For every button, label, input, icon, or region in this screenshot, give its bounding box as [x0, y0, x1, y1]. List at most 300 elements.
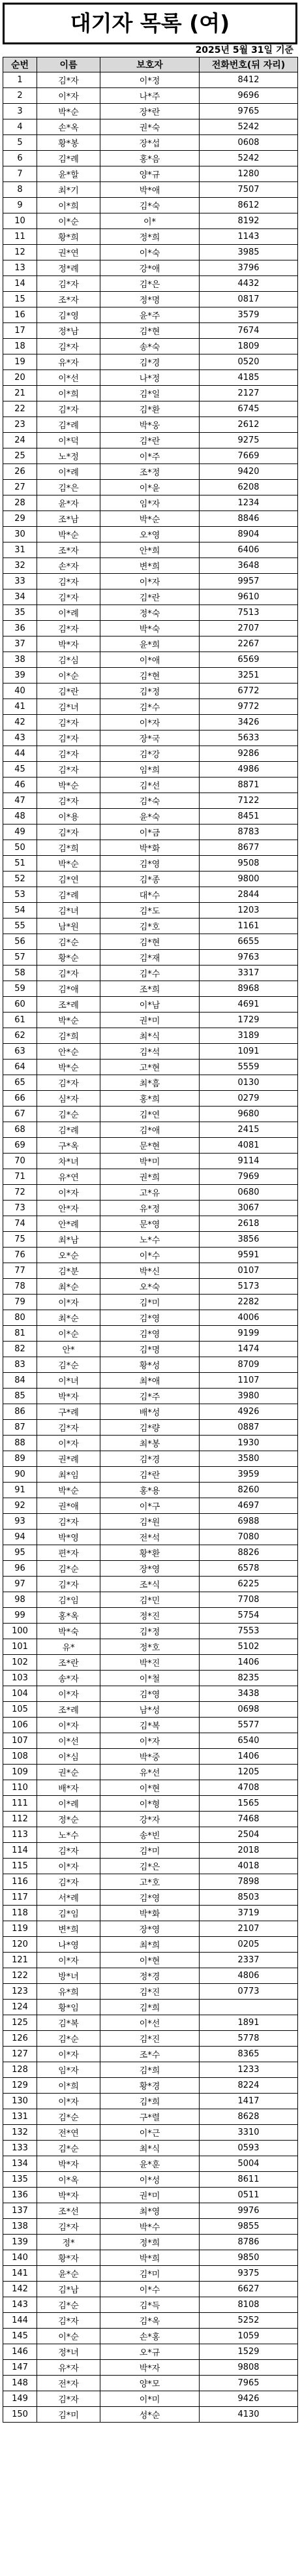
cell-name: 김*자	[37, 966, 100, 981]
cell-guardian: 김*환	[100, 401, 200, 417]
cell-name: 이*자	[37, 1436, 100, 1451]
cell-name: 김*자	[37, 2391, 100, 2407]
cell-guardian: 최*희	[100, 1937, 200, 1953]
cell-number: 60	[3, 997, 37, 1013]
cell-phone: 9850	[200, 2250, 298, 2266]
cell-phone: 8503	[200, 1890, 298, 1906]
cell-name: 김*녀	[37, 699, 100, 715]
cell-name: 정*녀	[37, 2344, 100, 2360]
cell-guardian: 이*	[100, 213, 200, 229]
cell-phone	[200, 2000, 298, 2015]
cell-guardian: 김*진	[100, 2031, 200, 2047]
table-row	[3, 1702, 298, 1718]
cell-phone: 7708	[200, 1592, 298, 1608]
table-row	[3, 1154, 298, 1169]
cell-guardian: 고*호	[100, 1874, 200, 1890]
table-row	[3, 2282, 298, 2297]
cell-phone: 1729	[200, 1013, 298, 1028]
cell-number: 148	[3, 2376, 37, 2391]
table-row	[3, 72, 298, 88]
cell-name: 김*자	[37, 1420, 100, 1436]
cell-name: 안*	[37, 1342, 100, 1357]
cell-guardian: 김*종	[100, 872, 200, 887]
cell-number: 136	[3, 2188, 37, 2203]
cell-name: 변*희	[37, 1921, 100, 1937]
table-row	[3, 1859, 298, 1874]
cell-number: 24	[3, 433, 37, 448]
table-row	[3, 558, 298, 574]
cell-phone: 3317	[200, 966, 298, 981]
cell-number: 110	[3, 1780, 37, 1796]
cell-number: 57	[3, 950, 37, 966]
cell-phone: 8611	[200, 2172, 298, 2188]
cell-number: 59	[3, 981, 37, 997]
cell-guardian: 김*란	[100, 1467, 200, 1483]
cell-name: 황*순	[37, 950, 100, 966]
cell-phone: 8108	[200, 2297, 298, 2313]
cell-guardian: 이*주	[100, 448, 200, 464]
table-row	[3, 730, 298, 746]
table-row	[3, 1326, 298, 1342]
cell-guardian: 김*은	[100, 276, 200, 292]
cell-number: 85	[3, 1389, 37, 1404]
cell-number: 25	[3, 448, 37, 464]
cell-phone: 6540	[200, 1733, 298, 1749]
cell-name: 김*자	[37, 574, 100, 589]
cell-name: 조*례	[37, 1702, 100, 1718]
cell-name: 박*순	[37, 778, 100, 793]
cell-number: 149	[3, 2391, 37, 2407]
cell-name: 남*원	[37, 919, 100, 934]
table-row	[3, 1765, 298, 1780]
cell-guardian: 이*구	[100, 1498, 200, 1514]
cell-number: 29	[3, 511, 37, 527]
cell-guardian: 황*성	[100, 1357, 200, 1373]
table-row	[3, 1107, 298, 1122]
cell-phone: 3580	[200, 1451, 298, 1467]
cell-number: 134	[3, 2156, 37, 2172]
table-row	[3, 809, 298, 825]
cell-phone: 5577	[200, 1718, 298, 1733]
cell-phone: 4432	[200, 276, 298, 292]
cell-number: 77	[3, 1263, 37, 1279]
table-row	[3, 1075, 298, 1091]
cell-number: 50	[3, 840, 37, 856]
table-row	[3, 1013, 298, 1028]
cell-phone: 1203	[200, 903, 298, 919]
cell-phone: 6578	[200, 1561, 298, 1577]
table-row	[3, 589, 298, 605]
cell-phone: 2844	[200, 887, 298, 903]
cell-number: 93	[3, 1514, 37, 1530]
cell-name: 김*례	[37, 887, 100, 903]
cell-guardian: 김*연	[100, 1107, 200, 1122]
cell-phone: 9114	[200, 1154, 298, 1169]
cell-name: 김*순	[37, 1357, 100, 1373]
cell-name: 이*자	[37, 1953, 100, 1968]
cell-name: 김*자	[37, 589, 100, 605]
table-row	[3, 1812, 298, 1827]
cell-phone: 3985	[200, 245, 298, 260]
table-row	[3, 668, 298, 683]
cell-phone: 3310	[200, 2125, 298, 2141]
cell-name: 박*자	[37, 1389, 100, 1404]
cell-name: 김*자	[37, 1514, 100, 1530]
cell-number: 143	[3, 2297, 37, 2313]
cell-name: 김*복	[37, 2015, 100, 2031]
cell-name: 유*연	[37, 1169, 100, 1185]
cell-phone: 9610	[200, 589, 298, 605]
table-row	[3, 2015, 298, 2031]
table-row	[3, 1467, 298, 1483]
cell-number: 18	[3, 339, 37, 354]
cell-guardian: 권*희	[100, 1169, 200, 1185]
table-row	[3, 574, 298, 589]
cell-guardian: 이*윤	[100, 480, 200, 495]
cell-phone: 5559	[200, 1060, 298, 1075]
cell-name: 이*자	[37, 1718, 100, 1733]
table-row	[3, 1263, 298, 1279]
cell-name: 박*자	[37, 2156, 100, 2172]
cell-guardian: 정*희	[100, 2235, 200, 2250]
cell-guardian: 최*흠	[100, 1075, 200, 1091]
cell-number: 131	[3, 2109, 37, 2125]
cell-phone: 7669	[200, 448, 298, 464]
cell-guardian: 고*유	[100, 1185, 200, 1201]
cell-phone: 9199	[200, 1326, 298, 1342]
table-row	[3, 213, 298, 229]
table-row	[3, 1295, 298, 1310]
cell-number: 53	[3, 887, 37, 903]
cell-guardian: 이*현	[100, 1780, 200, 1796]
cell-number: 90	[3, 1467, 37, 1483]
table-row	[3, 1060, 298, 1075]
cell-name: 이*심	[37, 1749, 100, 1765]
cell-guardian: 최*식	[100, 1028, 200, 1044]
cell-phone: 6627	[200, 2282, 298, 2297]
cell-number: 70	[3, 1154, 37, 1169]
cell-phone: 2267	[200, 636, 298, 652]
cell-number: 123	[3, 1984, 37, 2000]
header-number: 순번	[3, 57, 37, 72]
cell-phone: 1565	[200, 1796, 298, 1812]
cell-number: 15	[3, 292, 37, 307]
cell-number: 76	[3, 1248, 37, 1263]
table-row	[3, 1921, 298, 1937]
cell-guardian: 김*현	[100, 323, 200, 339]
cell-number: 68	[3, 1122, 37, 1138]
cell-phone: 0511	[200, 2188, 298, 2203]
cell-phone: 8412	[200, 72, 298, 88]
table-row	[3, 2250, 298, 2266]
cell-number: 137	[3, 2203, 37, 2219]
cell-name: 최*기	[37, 182, 100, 198]
cell-guardian: 김*희	[100, 2000, 200, 2015]
cell-name: 이*희	[37, 2078, 100, 2094]
cell-number: 116	[3, 1874, 37, 1890]
cell-guardian: 김*란	[100, 589, 200, 605]
cell-phone: 6208	[200, 480, 298, 495]
cell-phone: 1809	[200, 339, 298, 354]
cell-phone: 6772	[200, 683, 298, 699]
cell-phone: 1930	[200, 1436, 298, 1451]
cell-guardian: 조*식	[100, 1577, 200, 1592]
table-row	[3, 2203, 298, 2219]
cell-phone: 6655	[200, 934, 298, 950]
cell-name: 유*자	[37, 2360, 100, 2376]
cell-number: 3	[3, 104, 37, 119]
table-row	[3, 542, 298, 558]
cell-name: 김*례	[37, 417, 100, 433]
cell-phone: 7468	[200, 1812, 298, 1827]
cell-name: 이*순	[37, 213, 100, 229]
cell-number: 145	[3, 2329, 37, 2344]
table-row	[3, 2188, 298, 2203]
cell-guardian: 전*석	[100, 1530, 200, 1545]
cell-number: 56	[3, 934, 37, 950]
cell-number: 130	[3, 2094, 37, 2109]
cell-phone: 1143	[200, 229, 298, 245]
cell-number: 55	[3, 919, 37, 934]
document-title: 대기자 목록 (여)	[3, 3, 297, 44]
cell-guardian: 윤*훈	[100, 2156, 200, 2172]
table-row	[3, 762, 298, 778]
cell-guardian: 정*경	[100, 1968, 200, 1984]
cell-name: 윤*자	[37, 495, 100, 511]
table-row	[3, 699, 298, 715]
cell-guardian: 홍*희	[100, 1091, 200, 1107]
table-row	[3, 1577, 298, 1592]
cell-number: 63	[3, 1044, 37, 1060]
table-row	[3, 2297, 298, 2313]
cell-name: 김*순	[37, 2297, 100, 2313]
cell-phone: 5778	[200, 2031, 298, 2047]
cell-number: 23	[3, 417, 37, 433]
table-row	[3, 840, 298, 856]
cell-name: 김*연	[37, 872, 100, 887]
cell-phone: 7080	[200, 1530, 298, 1545]
cell-number: 17	[3, 323, 37, 339]
cell-number: 46	[3, 778, 37, 793]
cell-number: 128	[3, 2062, 37, 2078]
table-row	[3, 2219, 298, 2235]
cell-number: 71	[3, 1169, 37, 1185]
cell-number: 26	[3, 464, 37, 480]
cell-guardian: 김*은	[100, 1859, 200, 1874]
table-row	[3, 1906, 298, 1921]
cell-name: 구*옥	[37, 1138, 100, 1154]
cell-number: 114	[3, 1843, 37, 1859]
table-row	[3, 245, 298, 260]
table-row	[3, 2000, 298, 2015]
table-row	[3, 1498, 298, 1514]
cell-number: 89	[3, 1451, 37, 1467]
table-row	[3, 1357, 298, 1373]
cell-name: 이*옥	[37, 2172, 100, 2188]
cell-phone: 0130	[200, 1075, 298, 1091]
cell-name: 최*순	[37, 1310, 100, 1326]
cell-guardian: 안*희	[100, 542, 200, 558]
cell-guardian: 손*홍	[100, 2329, 200, 2344]
cell-number: 140	[3, 2250, 37, 2266]
table-row	[3, 2141, 298, 2156]
cell-phone: 3579	[200, 307, 298, 323]
cell-name: 이*순	[37, 2329, 100, 2344]
table-row	[3, 448, 298, 464]
cell-name: 이*선	[37, 370, 100, 386]
table-row	[3, 323, 298, 339]
cell-guardian: 정*명	[100, 292, 200, 307]
cell-phone: 5633	[200, 730, 298, 746]
cell-number: 104	[3, 1686, 37, 1702]
table-row	[3, 1827, 298, 1843]
cell-guardian: 이*형	[100, 1796, 200, 1812]
cell-name: 이*녀	[37, 1373, 100, 1389]
cell-number: 41	[3, 699, 37, 715]
cell-number: 12	[3, 245, 37, 260]
cell-number: 36	[3, 621, 37, 636]
table-row	[3, 1624, 298, 1639]
cell-name: 나*영	[37, 1937, 100, 1953]
cell-phone: 9375	[200, 2266, 298, 2282]
cell-phone: 7553	[200, 1624, 298, 1639]
cell-name: 김*녀	[37, 903, 100, 919]
cell-name: 윤*할	[37, 166, 100, 182]
cell-number: 115	[3, 1859, 37, 1874]
cell-guardian: 김*영	[100, 856, 200, 872]
table-row	[3, 1232, 298, 1248]
cell-phone: 9808	[200, 2360, 298, 2376]
cell-name: 유*자	[37, 354, 100, 370]
cell-number: 9	[3, 198, 37, 213]
cell-number: 111	[3, 1796, 37, 1812]
cell-name: 황*희	[37, 229, 100, 245]
cell-phone: 1529	[200, 2344, 298, 2360]
cell-number: 2	[3, 88, 37, 104]
cell-name: 방*녀	[37, 1968, 100, 1984]
cell-number: 7	[3, 166, 37, 182]
cell-number: 64	[3, 1060, 37, 1075]
table-row	[3, 2391, 298, 2407]
cell-guardian: 박*자	[100, 2360, 200, 2376]
cell-phone: 9508	[200, 856, 298, 872]
table-row	[3, 2376, 298, 2391]
cell-name: 이*순	[37, 1326, 100, 1342]
cell-guardian: 박*진	[100, 1655, 200, 1671]
cell-number: 96	[3, 1561, 37, 1577]
cell-guardian: 김*옥	[100, 2313, 200, 2329]
cell-name: 김*심	[37, 652, 100, 668]
cell-guardian: 박*화	[100, 1906, 200, 1921]
header-phone: 전화번호(뒤 자리)	[200, 57, 298, 72]
cell-number: 113	[3, 1827, 37, 1843]
table-row	[3, 151, 298, 166]
cell-name: 안*례	[37, 1216, 100, 1232]
cell-name: 정*례	[37, 260, 100, 276]
cell-guardian: 오*숙	[100, 1279, 200, 1295]
table-row	[3, 433, 298, 448]
cell-name: 조*남	[37, 511, 100, 527]
cell-name: 이*자	[37, 1295, 100, 1310]
table-row	[3, 1874, 298, 1890]
cell-name: 김*순	[37, 1107, 100, 1122]
cell-name: 권*순	[37, 1765, 100, 1780]
cell-phone: 8677	[200, 840, 298, 856]
cell-number: 141	[3, 2266, 37, 2282]
cell-name: 황*봉	[37, 135, 100, 151]
cell-number: 11	[3, 229, 37, 245]
cell-name: 정*순	[37, 1812, 100, 1827]
cell-guardian: 박*수	[100, 2219, 200, 2235]
table-row	[3, 1169, 298, 1185]
cell-name: 박*순	[37, 1483, 100, 1498]
cell-name: 김*은	[37, 480, 100, 495]
cell-number: 33	[3, 574, 37, 589]
cell-phone: 8365	[200, 2047, 298, 2062]
cell-name: 김*미	[37, 2407, 100, 2423]
cell-number: 82	[3, 1342, 37, 1357]
date-label: 2025년 5월 31일 기준	[195, 45, 293, 55]
cell-name: 조*자	[37, 542, 100, 558]
cell-name: 임*자	[37, 2062, 100, 2078]
table-row	[3, 652, 298, 668]
cell-name: 윤*순	[37, 2266, 100, 2282]
cell-name: 송*자	[37, 1671, 100, 1686]
cell-phone: 2612	[200, 417, 298, 433]
table-row	[3, 1138, 298, 1154]
cell-guardian: 장*국	[100, 730, 200, 746]
cell-phone: 1233	[200, 2062, 298, 2078]
cell-guardian: 김*도	[100, 903, 200, 919]
table-row	[3, 2329, 298, 2344]
table-row	[3, 260, 298, 276]
cell-name: 김*자	[37, 2219, 100, 2235]
cell-phone: 4691	[200, 997, 298, 1013]
cell-number: 100	[3, 1624, 37, 1639]
table-row	[3, 1028, 298, 1044]
table-row	[3, 464, 298, 480]
table-row	[3, 621, 298, 636]
cell-name: 김*순	[37, 1561, 100, 1577]
cell-guardian: 유*선	[100, 1765, 200, 1780]
table-row	[3, 2360, 298, 2376]
cell-phone: 7507	[200, 182, 298, 198]
cell-phone: 2504	[200, 1827, 298, 1843]
cell-name: 김*순	[37, 2031, 100, 2047]
table-row	[3, 934, 298, 950]
cell-guardian: 김*선	[100, 778, 200, 793]
cell-number: 39	[3, 668, 37, 683]
cell-guardian: 이*수	[100, 1248, 200, 1263]
cell-name: 노*수	[37, 1827, 100, 1843]
cell-guardian: 정*숙	[100, 605, 200, 621]
cell-number: 62	[3, 1028, 37, 1044]
cell-name: 조*자	[37, 292, 100, 307]
cell-phone: 9426	[200, 2391, 298, 2407]
cell-guardian: 송*빈	[100, 1827, 200, 1843]
cell-name: 김*자	[37, 1075, 100, 1091]
cell-number: 4	[3, 119, 37, 135]
cell-number: 75	[3, 1232, 37, 1248]
table-row	[3, 2031, 298, 2047]
table-row	[3, 2094, 298, 2109]
cell-number: 129	[3, 2078, 37, 2094]
table-row	[3, 166, 298, 182]
cell-guardian: 이*금	[100, 825, 200, 840]
cell-number: 65	[3, 1075, 37, 1091]
cell-number: 88	[3, 1436, 37, 1451]
cell-phone: 1474	[200, 1342, 298, 1357]
